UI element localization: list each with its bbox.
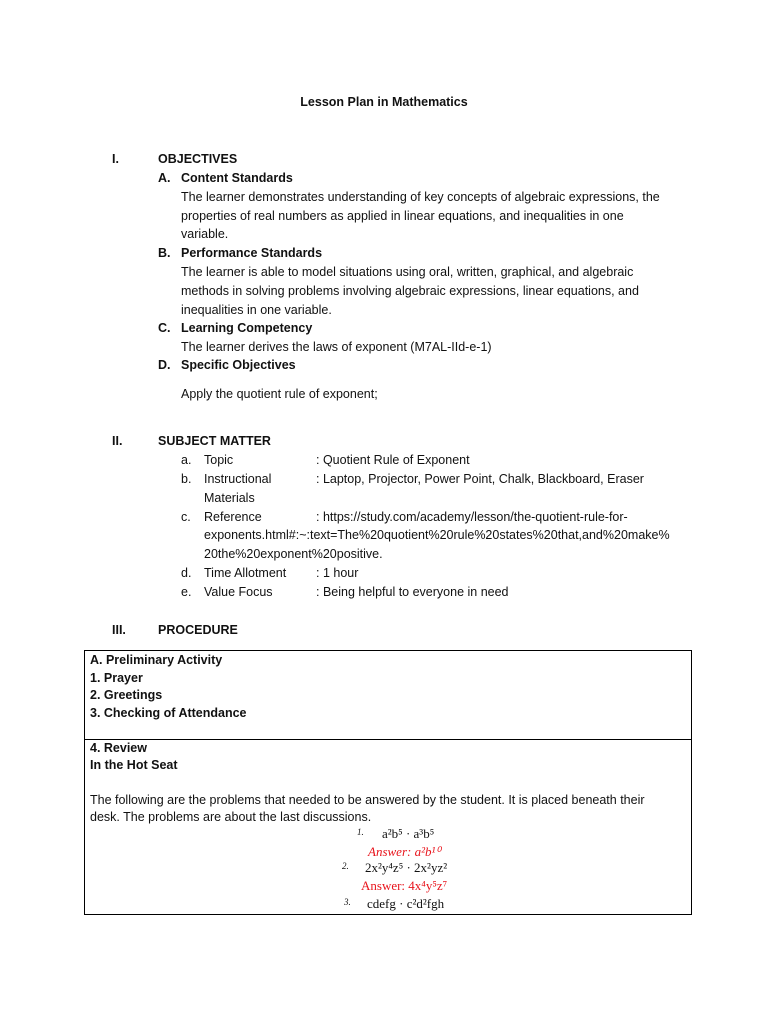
performance-standards-line: methods in solving problems involving algebraic expressions, linear equations, and	[181, 284, 639, 298]
topic-label: Topic	[204, 453, 234, 467]
item-letter: A.	[158, 171, 171, 185]
problem-answer: Answer: a²b¹⁰	[368, 844, 441, 859]
problem-answer: Answer: 4x⁴y⁵z⁷	[361, 878, 448, 893]
performance-standards-line: The learner is able to model situations using oral, written, graphical, and algebraic	[181, 265, 634, 279]
content-standards-line: variable.	[181, 227, 229, 241]
section-heading-objectives: OBJECTIVES	[158, 152, 238, 166]
reference-link: : https://study.com/academy/lesson/the-quotient-rule-for-	[316, 510, 628, 524]
learning-competency-text: The learner derives the laws of exponent (M7AL-IId-e-1)	[181, 340, 492, 354]
review-paragraph-line: The following are the problems that needed to be answered by the student. It is placed beneath their	[90, 793, 645, 807]
content-standards-heading: Content Standards	[181, 171, 293, 185]
box-line: A. Preliminary Activity	[90, 653, 223, 667]
reference-label: Reference	[204, 510, 262, 524]
item-letter: d.	[181, 566, 192, 580]
value-focus-label: Value Focus	[204, 585, 273, 599]
section-numeral: I.	[112, 152, 119, 166]
problem-number: 1.	[357, 827, 364, 837]
performance-standards-heading: Performance Standards	[181, 246, 323, 260]
specific-objectives-heading: Specific Objectives	[181, 358, 296, 372]
content-standards-line: properties of real numbers as applied in linear equations, and inequalities in one	[181, 209, 624, 223]
specific-objectives-text: Apply the quotient rule of exponent;	[181, 387, 378, 401]
performance-standards-line: inequalities in one variable.	[181, 303, 332, 317]
topic-value: : Quotient Rule of Exponent	[316, 453, 470, 467]
reference-link: exponents.html#:~:text=The%20quotient%20rule%20states%20that,and%20make%	[204, 528, 670, 542]
item-letter: e.	[181, 585, 192, 599]
review-heading: 4. Review	[90, 741, 147, 755]
time-value: : 1 hour	[316, 566, 359, 580]
item-letter: c.	[181, 510, 191, 524]
materials-label: Instructional	[204, 472, 272, 486]
box-line: 2. Greetings	[90, 688, 163, 702]
review-paragraph-line: desk. The problems are about the last discussions.	[90, 810, 372, 824]
preliminary-activity-box	[84, 650, 692, 740]
section-numeral: II.	[112, 434, 123, 448]
section-heading-procedure: PROCEDURE	[158, 623, 238, 637]
item-letter: B.	[158, 246, 171, 260]
materials-label: Materials	[204, 491, 255, 505]
section-numeral: III.	[112, 623, 126, 637]
page-title: Lesson Plan in Mathematics	[300, 95, 468, 109]
materials-value: : Laptop, Projector, Power Point, Chalk, Blackboard, Eraser	[316, 472, 644, 486]
problem-number: 3.	[344, 897, 351, 907]
item-letter: a.	[181, 453, 192, 467]
item-letter: C.	[158, 321, 171, 335]
time-label: Time Allotment	[204, 566, 287, 580]
box-line: 3. Checking of Attendance	[90, 706, 247, 720]
learning-competency-heading: Learning Competency	[181, 321, 313, 335]
value-focus-value: : Being helpful to everyone in need	[316, 585, 509, 599]
item-letter: D.	[158, 358, 171, 372]
problem-expression: cdefg · c²d²fgh	[367, 896, 445, 911]
problem-expression: 2x²y⁴z⁵ · 2x²yz²	[365, 860, 448, 875]
hot-seat-heading: In the Hot Seat	[90, 758, 178, 772]
problem-number: 2.	[342, 861, 349, 871]
section-heading-subject-matter: SUBJECT MATTER	[158, 434, 271, 448]
review-box	[84, 739, 692, 915]
problem-expression: a²b⁵ · a³b⁵	[382, 826, 435, 841]
content-standards-line: The learner demonstrates understanding of key concepts of algebraic expressions, the	[181, 190, 660, 204]
box-line: 1. Prayer	[90, 671, 143, 685]
reference-link: 20the%20exponent%20positive.	[204, 547, 383, 561]
item-letter: b.	[181, 472, 192, 486]
